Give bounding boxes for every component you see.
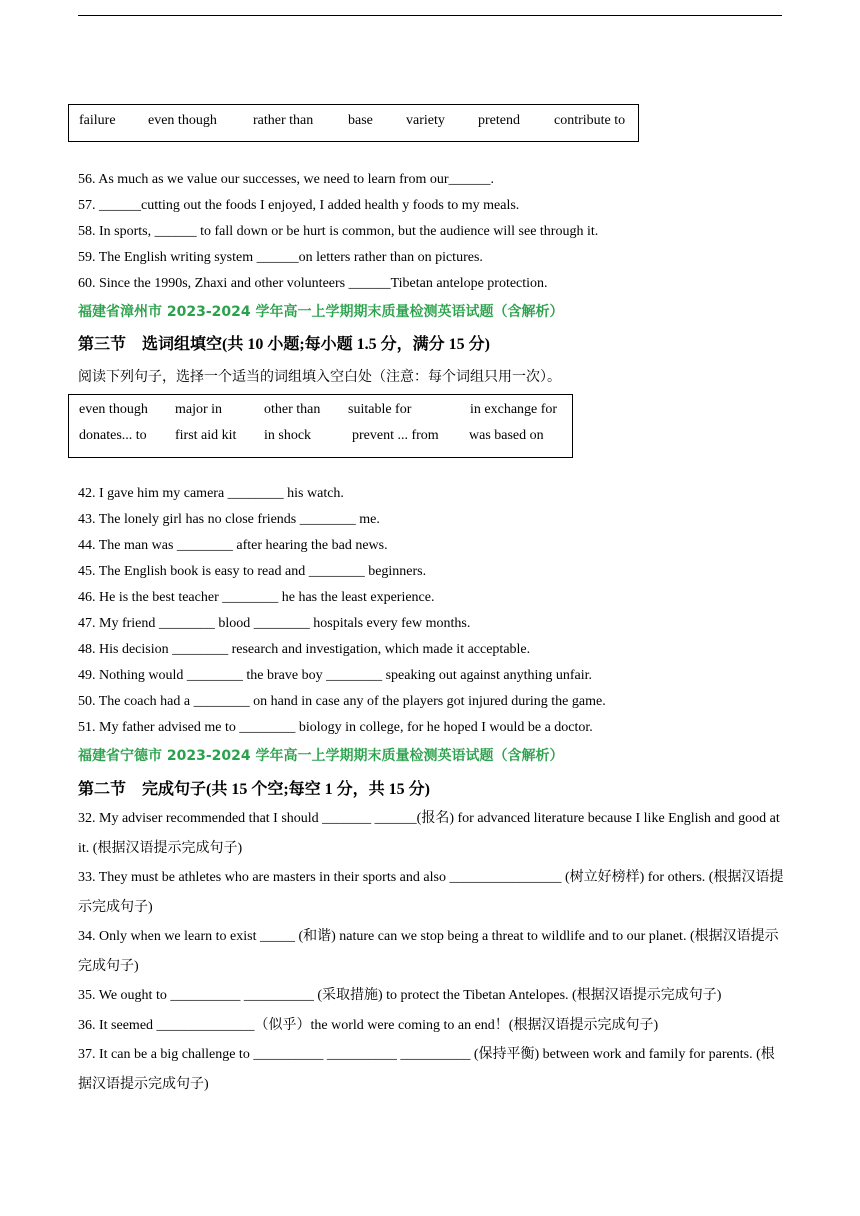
question-56: 56. As much as we value our successes, we need to learn from our______. (78, 172, 495, 187)
word-bank-item: in exchange for (470, 402, 558, 417)
word-bank-item: rather than (253, 113, 314, 128)
word-bank-item: first aid kit (175, 428, 237, 443)
instruction-text: 阅读下列句子，选择一个适当的词组填入空白处（注意：每个词组只用一次）。 (78, 369, 561, 385)
question-42: 42. I gave him my camera ________ his watch. (78, 486, 344, 501)
word-bank-item: variety (406, 113, 445, 128)
question-35: 35. We ought to __________ __________ (采取措施) to protect the Tibetan Antelopes. (根据汉语提示完成句子) (78, 988, 722, 1003)
word-bank-item: failure (79, 113, 116, 128)
source-label-ningde: 福建省宁德市 2023-2024 学年高一上学期期末质量检测英语试题（含解析） (78, 748, 564, 764)
word-bank-item: pretend (478, 113, 520, 128)
word-bank-box-2 (68, 394, 573, 458)
question-44: 44. The man was ________ after hearing the bad news. (78, 538, 388, 553)
question-33: 33. They must be athletes who are masters in their sports and also ________________ (树立好榜样) for others. (根据汉语提示完成句子) (78, 870, 784, 915)
word-bank-item: contribute to (554, 113, 626, 128)
word-bank-item: even though (148, 113, 217, 128)
question-47: 47. My friend ________ blood ________ hospitals every few months. (78, 616, 471, 631)
word-bank-item: in shock (264, 428, 312, 443)
question-48: 48. His decision ________ research and investigation, which made it acceptable. (78, 642, 531, 657)
question-50: 50. The coach had a ________ on hand in case any of the players got injured during the game. (78, 694, 606, 709)
question-43: 43. The lonely girl has no close friends ________ me. (78, 512, 380, 527)
word-bank-box-1 (68, 104, 639, 142)
section-heading-2: 第二节 完成句子(共 15 个空;每空 1 分，共 15 分) (78, 781, 430, 798)
word-bank-item: was based on (469, 428, 544, 443)
question-45: 45. The English book is easy to read and ________ beginners. (78, 564, 427, 579)
source-label-zhangzhou: 福建省漳州市 2023-2024 学年高一上学期期末质量检测英语试题（含解析） (78, 304, 564, 320)
word-bank-item: base (348, 113, 373, 128)
question-34: 34. Only when we learn to exist _____ (和谐) nature can we stop being a threat to wildlife and to our planet. (根据汉语提示完成句子) (78, 929, 779, 974)
question-59: 59. The English writing system ______on letters rather than on pictures. (78, 250, 483, 265)
question-60: 60. Since the 1990s, Zhaxi and other volunteers ______Tibetan antelope protection. (78, 276, 548, 291)
question-32: 32. My adviser recommended that I should _______ ______(报名) for advanced literature because I like English and good at it. (根据汉语提示完成句子) (78, 811, 780, 856)
question-49: 49. Nothing would ________ the brave boy ________ speaking out against anything unfair. (78, 668, 593, 683)
word-bank-item: donates... to (79, 428, 147, 443)
section-heading-3: 第三节 选词组填空(共 10 小题;每小题 1.5 分，满分 15 分) (78, 336, 490, 353)
word-bank-item: major in (175, 402, 223, 417)
word-bank-item: even though (79, 402, 148, 417)
word-bank-item: suitable for (348, 402, 412, 417)
word-bank-item: prevent ... from (352, 428, 439, 443)
question-46: 46. He is the best teacher ________ he has the least experience. (78, 590, 435, 605)
question-36: 36. It seemed ______________（似乎）the world were coming to an end！(根据汉语提示完成句子) (78, 1018, 659, 1033)
question-57: 57. ______cutting out the foods I enjoyed, I added health y foods to my meals. (78, 198, 520, 213)
question-51: 51. My father advised me to ________ biology in college, for he hoped I would be a doctor. (78, 720, 593, 735)
question-58: 58. In sports, ______ to fall down or be hurt is common, but the audience will see through it. (78, 224, 599, 239)
word-bank-item: other than (264, 402, 321, 417)
question-37: 37. It can be a big challenge to __________ __________ __________ (保持平衡) between work and family for parents. (根据汉语提示完成句子) (78, 1047, 775, 1092)
header-rule (78, 15, 782, 16)
